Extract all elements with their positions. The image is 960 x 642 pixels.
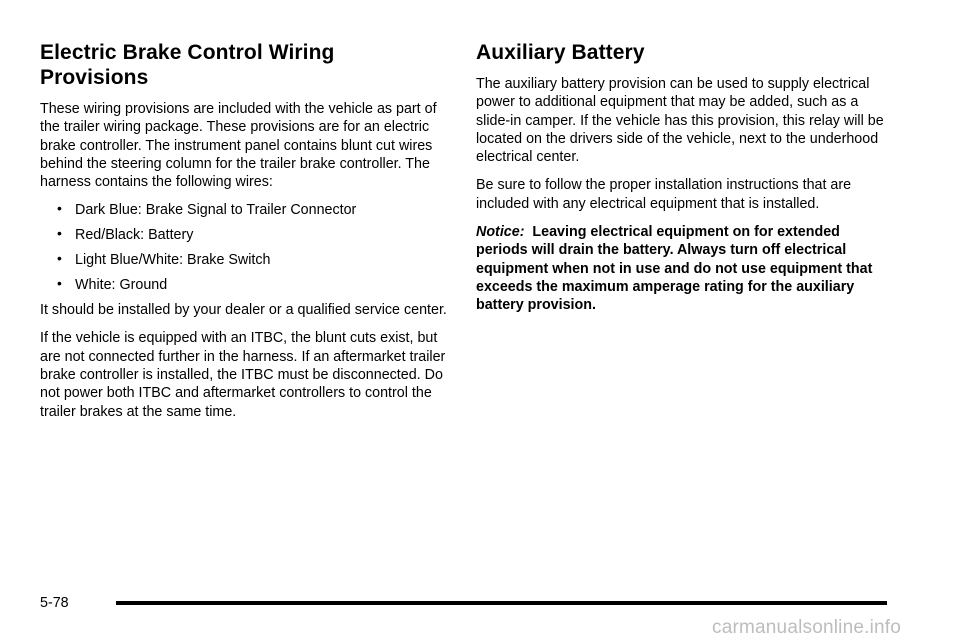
list-item: • Red/Black: Battery — [57, 225, 194, 244]
list-item: • White: Ground — [57, 275, 168, 294]
notice-paragraph — [476, 223, 886, 314]
bullet-icon: • — [57, 275, 62, 292]
notice-label: Notice: — [476, 224, 525, 241]
paragraph-wiring-provisions: These wiring provisions are included with the vehicle as part of the trailer wiring package. These provisions are for an electric brake controller. The instrument panel contains blunt cut wires behind the steering column for the trailer brake controller. The harness contains the following wires: — [40, 101, 437, 191]
paragraph-itbc: If the vehicle is equipped with an ITBC, the blunt cuts exist, but are not connected further in the harness. If an aftermarket trailer brake controller is installed, the ITBC must be disconnected. Do not power both ITBC and aftermarket controllers to control the trailer brakes at the same time. — [40, 330, 446, 420]
bullet-icon: • — [57, 225, 62, 242]
list-item: • Dark Blue: Brake Signal to Trailer Connector — [57, 200, 357, 219]
left-column — [40, 40, 448, 431]
right-column — [476, 40, 886, 325]
page-number: 5-78 — [40, 595, 69, 611]
section-title-electric-brake: Electric Brake Control Wiring Provisions — [40, 41, 335, 89]
bullet-icon: • — [57, 250, 62, 267]
paragraph-auxiliary-provision: The auxiliary battery provision can be used to supply electrical power to additional equipment that may be added, such as a slide-in camper. If the vehicle has this provision, this relay will be located on the drivers side of the vehicle, next to the underhood electrical center. — [476, 76, 884, 166]
bullet-icon: • — [57, 200, 62, 217]
watermark: carmanualsonline.info — [712, 617, 902, 638]
list-item: • Light Blue/White: Brake Switch — [57, 250, 271, 269]
paragraph-installation-instructions: Be sure to follow the proper installation instructions that are included with any electrical equipment that is installed. — [476, 177, 852, 212]
notice-text: Leaving electrical equipment on for extended periods will drain the battery. Always turn off electrical equipment when not in use and do not use equipment that exceeds the maximum amperage rating for the auxiliary battery provision. — [476, 224, 873, 314]
footer-rule — [116, 601, 887, 605]
section-title-auxiliary-battery: Auxiliary Battery — [476, 41, 645, 64]
wire-list — [40, 201, 448, 294]
paragraph-installation: It should be installed by your dealer or a qualified service center. — [40, 302, 447, 319]
